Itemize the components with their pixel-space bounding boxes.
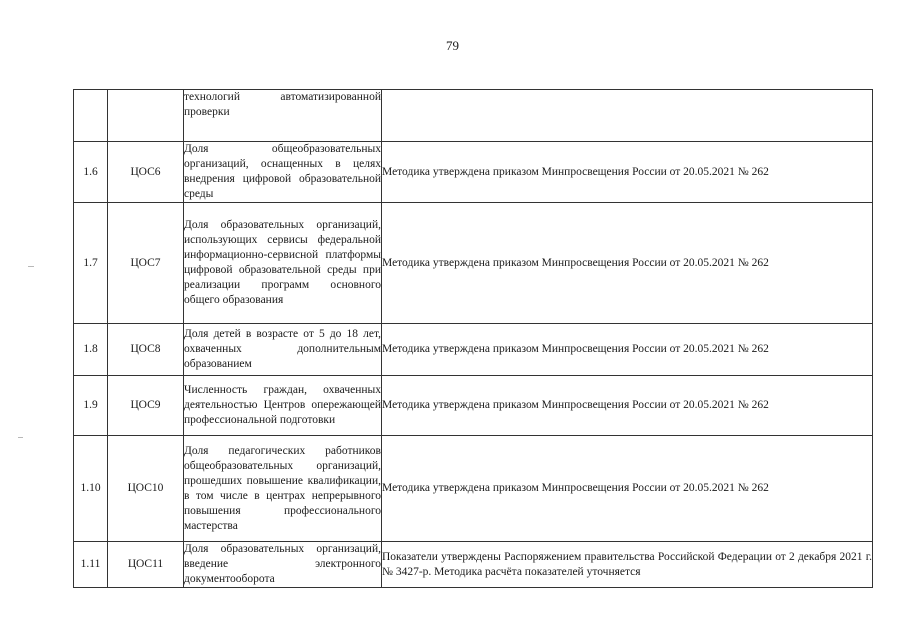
indicator-code: ЦОС6	[108, 142, 184, 203]
indicator-name	[184, 436, 382, 542]
indicator-text: технологий автоматизированной проверки	[184, 91, 381, 118]
indicator-code: ЦОС7	[108, 203, 184, 324]
methodology: Методика утверждена приказом Минпросвещения России от 20.05.2021 № 262	[382, 324, 873, 376]
indicator-name	[184, 542, 382, 588]
indicator-name	[184, 324, 382, 376]
indicator-text: Доля образовательных организаций, введение электронного документооборота	[184, 543, 381, 585]
table-row	[74, 436, 873, 542]
row-number: 1.10	[74, 436, 108, 542]
row-number: 1.9	[74, 376, 108, 436]
indicator-code: ЦОС9	[108, 376, 184, 436]
indicator-name	[184, 376, 382, 436]
indicator-text: Доля педагогических работников общеобразовательных организаций, прошедших повышение квалификации, в том числе в центрах непрерывного повышения профессионального мастерства	[184, 444, 381, 532]
scan-mark	[28, 266, 34, 267]
indicator-text: Доля детей в возрасте от 5 до 18 лет, охваченных дополнительным образованием	[184, 328, 381, 370]
scan-mark	[18, 437, 23, 438]
row-number	[74, 90, 108, 142]
indicator-code: ЦОС10	[108, 436, 184, 542]
methodology	[382, 90, 873, 142]
table-row	[74, 542, 873, 588]
methodology: Методика утверждена приказом Минпросвещения России от 20.05.2021 № 262	[382, 376, 873, 436]
row-number: 1.7	[74, 203, 108, 324]
table-row	[74, 203, 873, 324]
indicator-name	[184, 142, 382, 203]
table-row	[74, 324, 873, 376]
methodology: Методика утверждена приказом Минпросвещения России от 20.05.2021 № 262	[382, 142, 873, 203]
indicator-name	[184, 90, 382, 142]
methodology: Методика утверждена приказом Минпросвещения России от 20.05.2021 № 262	[382, 436, 873, 542]
methodology: Методика утверждена приказом Минпросвещения России от 20.05.2021 № 262	[382, 203, 873, 324]
page-number: 79	[446, 38, 459, 53]
table-row	[74, 142, 873, 203]
row-number: 1.11	[74, 542, 108, 588]
row-number: 1.8	[74, 324, 108, 376]
methodology: Показатели утверждены Распоряжением правительства Российской Федерации от 2 декабря 2021 г. № 3427-р. Методика расчёта показателей уточняется	[382, 542, 873, 588]
indicators-table	[73, 89, 873, 588]
indicator-code	[108, 90, 184, 142]
indicator-code: ЦОС8	[108, 324, 184, 376]
indicator-code: ЦОС11	[108, 542, 184, 588]
indicator-text: Доля общеобразовательных организаций, оснащенных в целях внедрения цифровой образовательной среды	[184, 143, 381, 200]
indicator-text: Численность граждан, охваченных деятельностью Центров опережающей профессиональной подготовки	[184, 384, 381, 426]
indicator-text: Доля образовательных организаций, использующих сервисы федеральной информационно-сервисной платформы цифровой образовательной среды при реализации программ основного общего образования	[184, 219, 381, 306]
row-number: 1.6	[74, 142, 108, 203]
indicator-name	[184, 203, 382, 324]
table-row	[74, 376, 873, 436]
table-row	[74, 90, 873, 142]
